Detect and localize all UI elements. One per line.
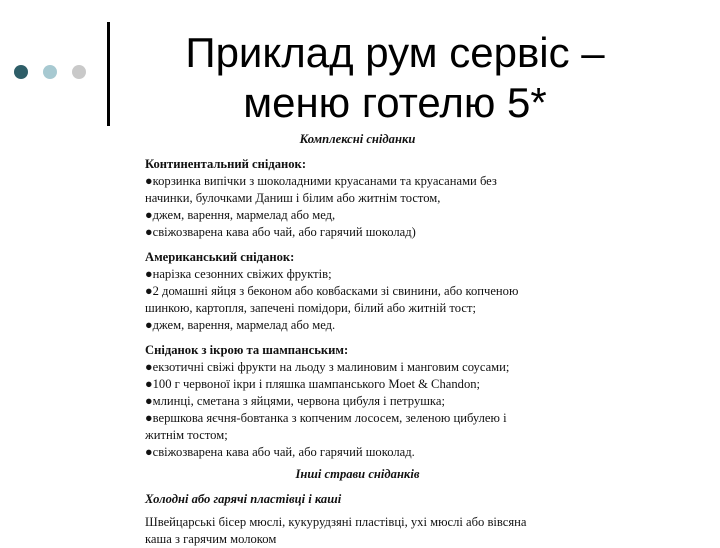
caviar-line: ●свіжозварена кава або чай, або гарячий шоколад. <box>145 445 415 459</box>
section-caviar <box>145 342 570 461</box>
dot-dark <box>14 65 28 79</box>
dot-grey <box>72 65 86 79</box>
cereals-title: Холодні або гарячі пластівці і каші <box>145 492 342 506</box>
caviar-line: ●вершкова яєчня-бовтанка з копченим лососем, зеленою цибулею і <box>145 411 507 425</box>
continental-line: ●джем, варення, мармелад або мед, <box>145 208 336 222</box>
section-heading-complex-breakfasts: Комплексні сніданки <box>299 132 416 146</box>
american-title: Американський сніданок: <box>145 250 295 264</box>
section-american <box>145 249 570 334</box>
vertical-divider <box>107 22 110 126</box>
continental-title: Континентальний сніданок: <box>145 157 307 171</box>
title-line-2: меню готелю 5* <box>243 79 547 126</box>
section-heading-other-dishes: Інші страви сніданків <box>295 467 420 481</box>
cereals-text-line: каша з гарячим молоком <box>145 532 277 546</box>
american-line: ●нарізка сезонних свіжих фруктів; <box>145 267 332 281</box>
caviar-line: ●млинці, сметана з яйцями, червона цибуля і петрушка; <box>145 394 445 408</box>
caviar-line: житнім тостом; <box>145 428 228 442</box>
caviar-line: ●екзотичні свіжі фрукти на льоду з малиновим і манговим соусами; <box>145 360 510 374</box>
american-line: шинкою, картопля, запечені помідори, білий або житній тост; <box>145 301 476 315</box>
caviar-title: Сніданок з ікрою та шампанським: <box>145 343 349 357</box>
american-line: ●джем, варення, мармелад або мед. <box>145 318 336 332</box>
title-line-1: Приклад рум сервіс – <box>185 29 605 76</box>
section-cereals <box>145 491 570 548</box>
continental-line: начинки, булочками Даниш і білим або житнім тостом, <box>145 191 441 205</box>
american-line: ●2 домашні яйця з беконом або ковбасками зі свинини, або копченою <box>145 284 519 298</box>
caviar-line: ●100 г червоної ікри і пляшка шампанського Moet & Chandon; <box>145 377 481 391</box>
cereals-text-line: Швейцарські бісер мюслі, кукурудзяні пластівці, ухі мюслі або вівсяна <box>145 515 527 529</box>
continental-line: ●корзинка випічки з шоколадними круасанами та круасанами без <box>145 174 497 188</box>
continental-line: ●свіжозварена кава або чай, або гарячий шоколад) <box>145 225 416 239</box>
dot-light-blue <box>43 65 57 79</box>
slide-title <box>130 28 660 128</box>
menu-document <box>145 131 570 548</box>
section-continental <box>145 156 570 241</box>
